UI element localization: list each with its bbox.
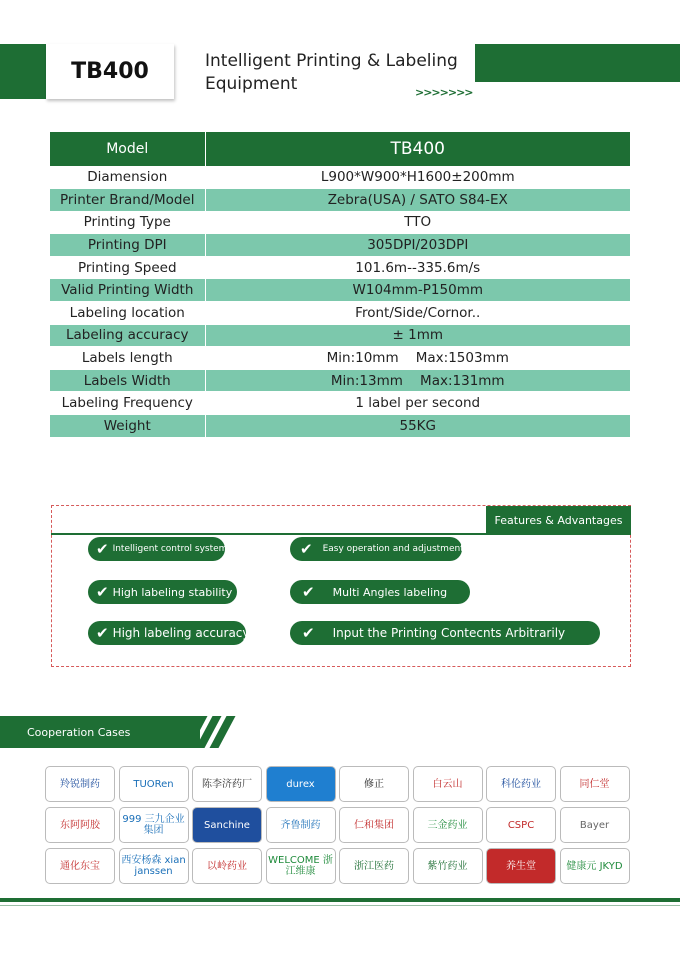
feature-pill [88,537,228,561]
partner-logo-text: 西安杨森 xian janssen [121,855,186,877]
spec-row [50,189,630,212]
feature-pill [290,621,600,645]
spec-row [50,302,630,325]
spec-value: 101.6m--335.6m/s [205,256,630,279]
spec-value: TTO [205,211,630,234]
spec-label: Printing DPI [50,234,205,257]
feature-label: Intelligent control system [112,544,228,554]
header-title: Intelligent Printing & Labeling Equipment [205,51,458,94]
feature-label: High labeling stability [112,585,233,599]
partner-logo [413,766,483,802]
spec-value: Front/Side/Cornor.. [205,302,630,325]
spec-label: Printing Type [50,211,205,234]
features-title: Features & Advantages [486,506,631,534]
spec-row [50,324,630,347]
partner-logo-text: 同仁堂 [579,778,610,790]
partner-logo-text: Bayer [579,819,610,831]
spec-table [50,132,630,438]
partner-logo-text: 健康元 JKYD [566,860,623,872]
partner-logo [45,807,115,843]
feature-label: Easy operation and adjustment [322,544,464,554]
spec-header-label: Model [50,132,205,166]
spec-value: W104mm-P150mm [205,279,630,302]
spec-row [50,392,630,415]
partner-logo [119,766,189,802]
check-icon: ✔ [96,624,109,642]
spec-label: Labels length [50,347,205,370]
spec-value: Min:13mm Max:131mm [205,369,630,392]
spec-label: Labels Width [50,369,205,392]
partner-logo-text: 仁和集团 [354,819,394,831]
partner-logo-text: 三金药业 [427,819,468,831]
footer-line [0,898,680,902]
spec-label: Printer Brand/Model [50,189,205,212]
feature-pill [290,580,470,604]
partner-logo [45,766,115,802]
partner-logo [413,807,483,843]
footer-line [0,905,680,906]
partner-logo-text: CSPC [507,819,535,831]
check-icon: ✔ [302,583,315,601]
partner-logo [560,807,630,843]
partner-logo-text: 修正 [364,778,384,790]
feature-pill [290,537,462,561]
partner-logo [339,807,409,843]
spec-label: Labeling location [50,302,205,325]
spec-label: Labeling Frequency [50,392,205,415]
partner-logo [560,848,630,884]
spec-value: 1 label per second [205,392,630,415]
spec-row [50,415,630,438]
spec-label: Diamension [50,166,205,189]
spec-header-value: TB400 [205,132,630,166]
partner-logo [339,848,409,884]
chevrons-icon: >>>>>>> [415,86,473,99]
partner-logo [192,807,262,843]
cooperation-title: Cooperation Cases [0,716,200,748]
partner-logo-text: 通化东宝 [60,860,100,872]
partner-logo-text: TUORen [133,778,174,790]
partner-logo [339,766,409,802]
spec-table-header [50,132,630,166]
partner-logo [266,848,336,884]
spec-value: Min:10mm Max:1503mm [205,347,630,370]
partner-logo [192,848,262,884]
check-icon: ✔ [302,624,315,642]
partner-logo [560,766,630,802]
partner-logo-text: 白云山 [432,778,463,790]
partner-logo-text: WELCOME 浙江维康 [268,855,333,877]
partner-logo [192,766,262,802]
partner-logo-text: 陈李济药厂 [202,778,252,790]
partner-logo [486,848,556,884]
header-model: TB400 [71,59,149,84]
feature-pill [88,621,250,645]
partner-logo-text: 东阿阿胶 [60,819,100,831]
spec-value: L900*W900*H1600±200mm [205,166,630,189]
partner-logo-text: 养生堂 [506,860,536,872]
spec-value: Zebra(USA) / SATO S84-EX [205,189,630,212]
feature-label: High labeling accuracy [112,626,250,640]
spec-value: 55KG [205,415,630,438]
check-icon: ✔ [96,583,109,601]
partner-logo [486,807,556,843]
partner-logo-text: 999 三九企业集团 [122,814,185,836]
header-accent-left [0,44,46,99]
spec-row [50,166,630,189]
spec-row [50,369,630,392]
partner-logo [119,848,189,884]
spec-label: Labeling accuracy [50,324,205,347]
partner-logo [45,848,115,884]
check-icon: ✔ [300,540,313,558]
spec-value: 305DPI/203DPI [205,234,630,257]
spec-row [50,279,630,302]
partner-logo-text: durex [286,778,315,790]
feature-label: Multi Angles labeling [332,585,448,599]
header-model-box [46,44,174,99]
spec-row [50,211,630,234]
check-icon: ✔ [96,540,109,558]
partner-logo-text: 紫竹药业 [427,860,468,872]
partner-logo [119,807,189,843]
partner-logo [413,848,483,884]
spec-label: Printing Speed [50,256,205,279]
partner-logo [266,807,336,843]
spec-row [50,347,630,370]
feature-label: Input the Printing Contecnts Arbitrarily [332,626,566,640]
spec-value: ± 1mm [205,324,630,347]
partner-logo-text: 浙江医药 [354,860,394,872]
spec-label: Valid Printing Width [50,279,205,302]
partner-logo-text: 齐鲁制药 [280,819,321,831]
spec-label: Weight [50,415,205,438]
partner-logo-text: 以岭药业 [207,860,247,872]
partner-logo [486,766,556,802]
spec-row [50,234,630,257]
feature-pill [88,580,237,604]
spec-row [50,256,630,279]
partner-logo-text: 科伦药业 [501,778,541,790]
header-accent-right [475,44,680,82]
partner-logo-text: Sanchine [204,819,250,831]
partner-logo [266,766,336,802]
partner-logo-text: 羚锐制药 [60,778,100,790]
